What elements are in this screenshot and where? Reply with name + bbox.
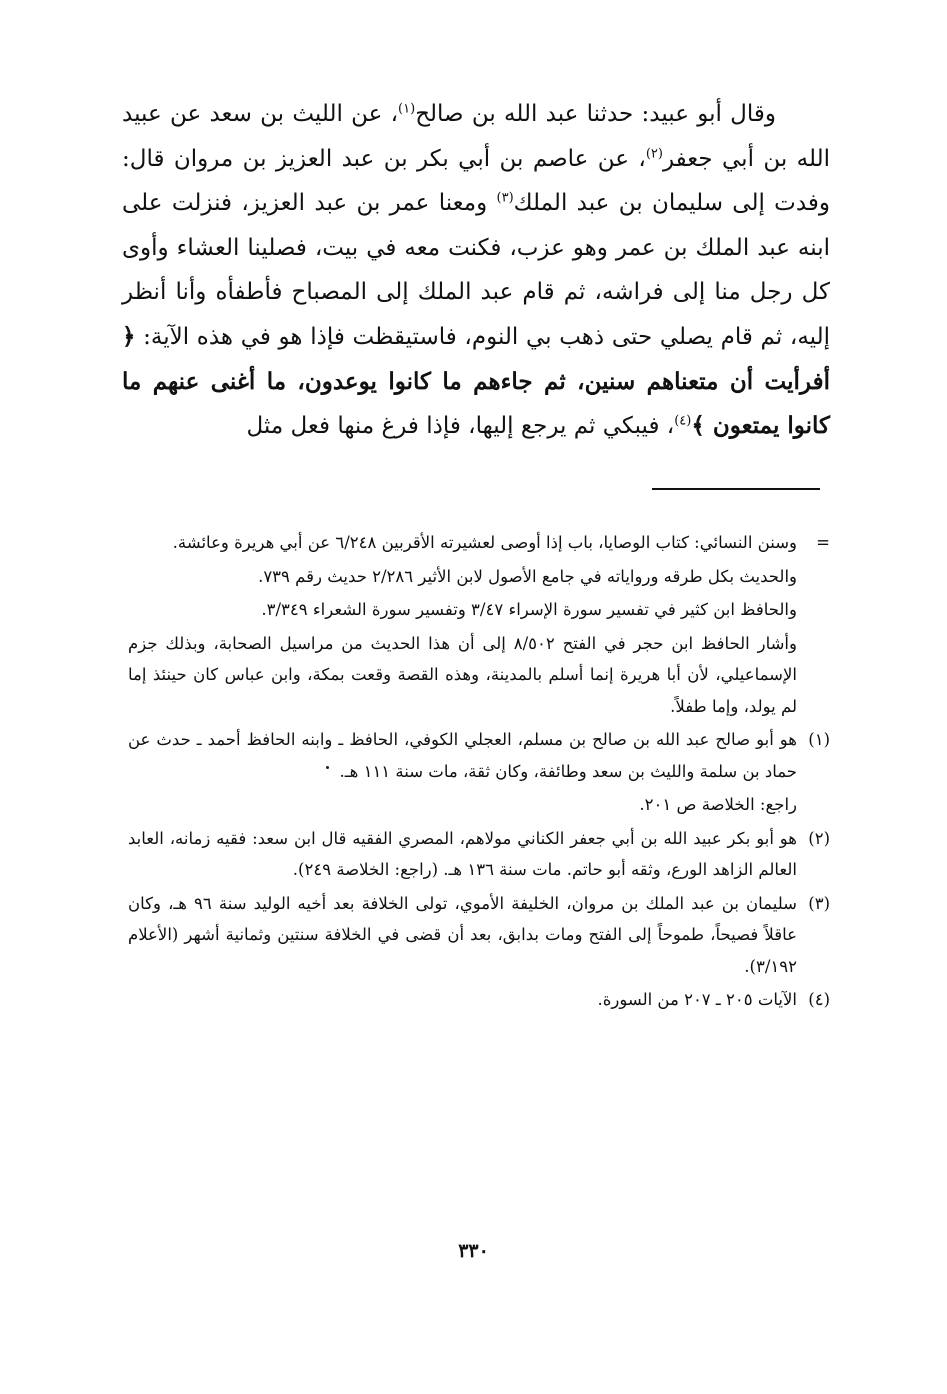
footnote-marker: (٤) — [808, 990, 830, 1009]
page-number: ٣٣٠ — [458, 1240, 489, 1262]
footnote-3 — [128, 888, 830, 983]
footnote-separator-rule — [652, 488, 820, 490]
footnote-ref-1[interactable]: (١) — [398, 101, 416, 117]
footnote-paragraph: وسنن النسائي: كتاب الوصايا، باب إذا أوصى لعشيرته الأقربين ٦/٢٤٨ عن أبي هريرة وعائشة. — [172, 533, 797, 552]
footnote-paragraph: سليمان بن عبد الملك بن مروان، الخليفة الأموي، تولى الخلافة بعد أخيه الوليد سنة ٩٦ هـ، وكان عاقلاً فصيحاً، طموحاً إلى الفتح ومات بدابق، بعد أن قضى في الخلافة سنتين وثمانية أشهر (الأعلام ٣/١٩٢). — [128, 893, 797, 976]
footnote-paragraph: هو أبو بكر عبيد الله بن أبي جعفر الكناني مولاهم، المصري الفقيه قال ابن سعد: فقيه زمانه، العابد العالم الزاهد الورع، وثقه أبو حاتم. مات سنة ١٣٦ هـ. (راجع: الخلاصة ٢٤٩). — [128, 828, 797, 879]
footnote-ref-4[interactable]: (٤) — [674, 413, 692, 429]
footnote-ref-2[interactable]: (٢) — [645, 145, 663, 161]
main-text-segment: ومعنا عمر بن عبد العزيز، فنزلت على ابنه عبد الملك بن عمر وهو عزب، فكنت معه في بيت، فصلينا العشاء وأوى كل رجل منا إلى فراشه، ثم قام عبد الملك إلى المصباح فأطفأه وأنا أنظر إليه، ثم قام يصلي حتى ذهب بي النوم، فاستيقظت فإذا هو في هذه الآية: — [122, 190, 830, 350]
main-text — [122, 92, 830, 449]
footnote-marker: (١) — [808, 730, 830, 749]
main-text-segment: وقال أبو عبيد: حدثنا عبد الله بن صالح — [415, 101, 776, 127]
scan-speck — [326, 766, 329, 769]
footnote-ref-3[interactable]: (٣) — [496, 190, 514, 206]
quran-verse: ﴿ أفرأيت أن متعناهم سنين، ثم جاءهم ما كانوا يوعدون، ما أغنى عنهم ما كانوا يمتعون ﴾ — [122, 322, 830, 440]
footnote-paragraph: والحافظ ابن كثير في تفسير سورة الإسراء ٣/٤٧ وتفسير سورة الشعراء ٣/٣٤٩. — [261, 600, 797, 619]
footnote-paragraph: راجع: الخلاصة ص ٢٠١. — [639, 795, 797, 814]
main-text-segment: ، فيبكي ثم يرجع إليها، فإذا فرغ منها فعل مثل — [246, 413, 675, 440]
footnote-paragraph: هو أبو صالح عبد الله بن صالح بن مسلم، العجلي الكوفي، الحافظ ـ وابنه الحافظ أحمد ـ حدث عن حماد بن سلمة والليث بن سعد وطائفة، وكان ثقة، مات سنة ١١١ هـ. — [128, 730, 797, 781]
main-paragraph — [122, 92, 830, 449]
footnote-paragraph: وأشار الحافظ ابن حجر في الفتح ٨/٥٠٢ إلى أن هذا الحديث من مراسيل الصحابة، وبذلك جزم الإسماعيلي، لأن أبا هريرة إنما أسلم بالمدينة، وهذه القصة وقعت بمكة، وابن عباس كان حينئذ إما لم يولد، وإما طفلاً. — [128, 633, 797, 716]
main-text-segment: ، عن عاصم بن أبي بكر بن عبد العزيز بن مروان قال: وفدت إلى سليمان بن عبد الملك — [122, 145, 830, 217]
main-text-segment: ، عن الليث بن سعد عن عبيد الله بن أبي جعفر — [122, 101, 830, 172]
footnote-1 — [128, 724, 830, 821]
continuation-marker: = — [816, 533, 830, 552]
footnote-2 — [128, 823, 830, 886]
footnote-marker: (٣) — [808, 893, 830, 913]
footnote-continuation — [128, 527, 830, 722]
footnotes-section — [128, 527, 830, 1018]
footnote-4 — [128, 984, 830, 1016]
footnote-paragraph: الآيات ٢٠٥ ـ ٢٠٧ من السورة. — [597, 990, 797, 1009]
footnote-marker: (٢) — [808, 828, 830, 848]
footnote-paragraph: والحديث بكل طرقه ورواياته في جامع الأصول لابن الأثير ٢/٢٨٦ حديث رقم ٧٣٩. — [258, 566, 797, 586]
